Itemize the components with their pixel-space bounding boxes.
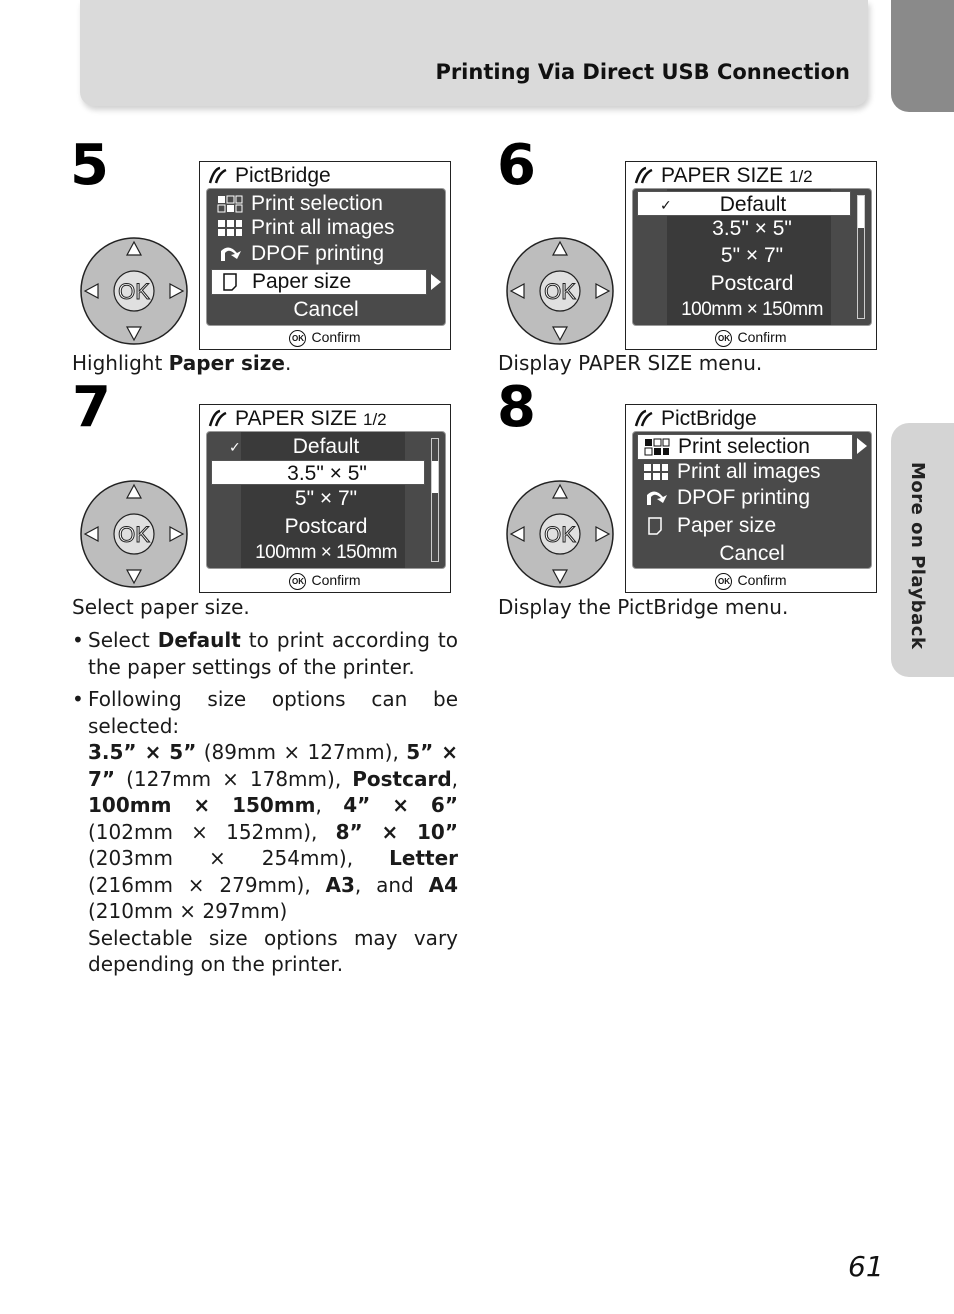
list-item-100x150[interactable]: 100mm × 150mm [255,542,397,563]
menu-item-print-selection[interactable]: Print selection [207,191,445,217]
menu-item-print-selection[interactable]: Print selection [637,434,853,460]
page-indicator: 1/2 [363,410,387,429]
scroll-thumb[interactable] [432,461,438,493]
page-number: 61 [848,1250,884,1283]
menu-item-cancel[interactable]: Cancel [719,542,785,565]
submenu-arrow-icon [431,274,441,290]
camera-screen-step5 [199,161,451,350]
print-selection-icon [217,195,243,213]
camera-screen-step6 [625,161,877,350]
menu-item-print-all-images[interactable]: Print all images [633,459,871,485]
check-icon: ✓ [229,439,241,455]
ok-button-label: OK [118,522,150,547]
pictbridge-icon [634,165,654,185]
step5-caption: Highlight Paper size. [72,351,292,375]
page-header [80,0,868,106]
list-item-5x7[interactable]: 5" × 7" [294,487,358,510]
menu-item-dpof-printing[interactable]: DPOF printing [633,485,871,511]
menu-panel [632,431,872,569]
confirm-hint: OK Confirm [626,572,876,590]
list-item-100x150[interactable]: 100mm × 150mm [681,299,823,320]
list-item-3.5x5[interactable]: 3.5" × 5" [712,217,792,240]
step8-caption: Display the PictBridge menu. [498,595,789,619]
paper-size-icon [643,517,669,535]
ok-icon: OK [289,573,306,590]
scrollbar[interactable] [857,195,865,319]
step6-caption: Display PAPER SIZE menu. [498,351,763,375]
pictbridge-icon [208,165,228,185]
submenu-arrow-icon [857,438,867,454]
camera-screen-step8 [625,404,877,593]
size-note: Selectable size options may vary depending on the printer. [88,925,458,976]
print-all-icon [643,463,669,481]
camera-screen-step7 [199,404,451,593]
menu-item-paper-size[interactable]: Paper size [633,513,871,539]
scrollbar[interactable] [431,438,439,562]
menu-item-paper-size[interactable]: Paper size [211,269,427,295]
top-tab [891,0,954,112]
list-panel [206,431,446,569]
menu-panel [206,188,446,326]
ok-button-label: OK [544,279,576,304]
print-all-icon [217,219,243,237]
page-indicator: 1/2 [789,167,813,186]
ok-icon: OK [715,330,732,347]
list-panel [632,188,872,326]
step7-caption: Select paper size. [72,595,250,619]
list-item-5x7[interactable]: 5" × 7" [720,244,784,267]
section-title: Printing Via Direct USB Connection [435,60,850,84]
ok-button-label: OK [544,522,576,547]
confirm-hint: OK Confirm [200,329,450,347]
ok-icon: OK [289,330,306,347]
multi-selector-dpad [79,479,189,589]
multi-selector-dpad [79,236,189,346]
confirm-hint: OK Confirm [200,572,450,590]
list-item-3.5x5[interactable]: 3.5" × 5" [211,460,425,485]
list-item-postcard[interactable]: Postcard [710,272,794,295]
menu-item-cancel[interactable]: Cancel [293,298,359,321]
side-tab-label: More on Playback [907,462,928,650]
bullet-size-options: • Following size options can be selected: 3.5” × 5” (89mm × 127mm), 5” × 7” (127mm × 178mm), Postcard, 100mm × 150mm, 4” × 6” (102mm × 152mm), 8” × 10” (203mm × 254mm), Letter (216mm × 279mm), A3, and A4 (210mm × 297mm) Selectable size options may vary depending on the printer. [72,686,458,978]
confirm-hint: OK Confirm [626,329,876,347]
paper-size-icon [218,273,244,291]
step7-details [72,627,458,984]
dpof-icon [217,245,243,263]
multi-selector-dpad [505,479,615,589]
screen-title: PictBridge [235,164,331,187]
list-item-default[interactable]: ✓ Default [637,191,851,216]
menu-item-print-all-images[interactable]: Print all images [207,215,445,241]
check-icon: ✓ [660,197,672,213]
step-number-5: 5 [70,133,109,198]
list-item-postcard[interactable]: Postcard [284,515,368,538]
screen-title: PAPER SIZE [661,164,784,187]
ok-button-label: OK [118,279,150,304]
ok-icon: OK [715,573,732,590]
menu-item-dpof-printing[interactable]: DPOF printing [207,241,445,267]
scroll-thumb[interactable] [858,196,864,228]
pictbridge-icon [634,408,654,428]
screen-title: PictBridge [661,407,757,430]
screen-title: PAPER SIZE [235,407,358,430]
step-number-8: 8 [497,375,536,440]
step-number-6: 6 [497,133,536,198]
multi-selector-dpad [505,236,615,346]
print-selection-icon [644,438,670,456]
bullet-default: • Select Default to print according to the paper settings of the printer. [72,627,458,680]
step-number-7: 7 [72,375,111,440]
list-item-default[interactable]: ✓ Default [229,435,360,458]
dpof-icon [643,489,669,507]
pictbridge-icon [208,408,228,428]
